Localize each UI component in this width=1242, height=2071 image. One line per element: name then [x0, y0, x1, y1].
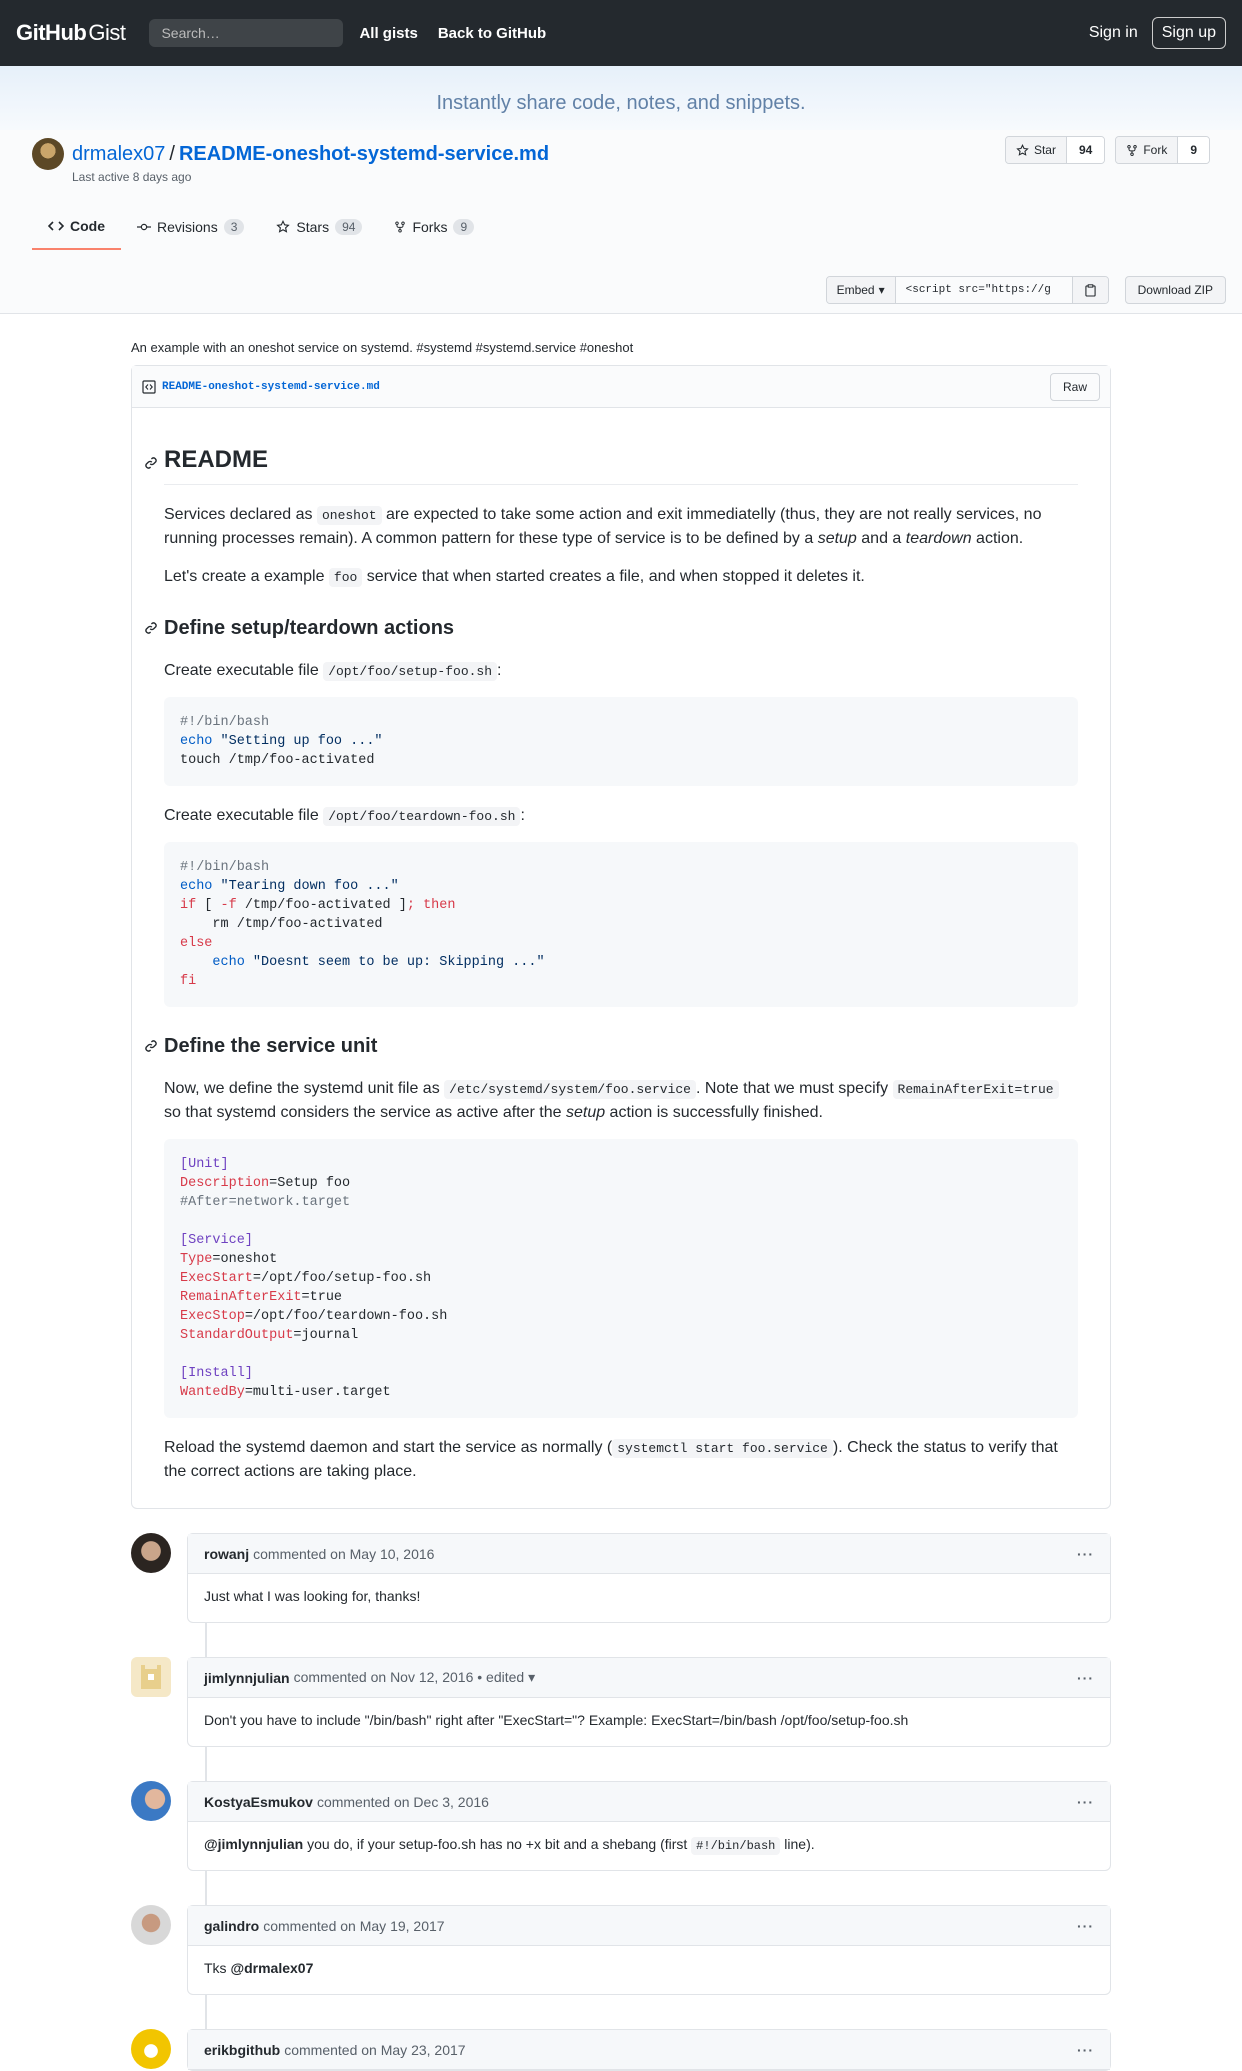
code-token: =journal — [293, 1328, 359, 1343]
gist-logo[interactable] — [16, 20, 125, 46]
avatar[interactable] — [131, 1533, 171, 1573]
code-token: =true — [301, 1290, 343, 1305]
tab-stars[interactable] — [260, 204, 378, 250]
tab-stars-count: 94 — [335, 219, 362, 235]
link-icon[interactable] — [144, 1039, 158, 1053]
paragraph-intro — [164, 503, 1078, 551]
link-icon[interactable] — [144, 621, 158, 635]
tab-revisions-label: Revisions — [157, 219, 218, 235]
comment-header — [188, 2030, 1110, 2070]
main-content — [131, 314, 1111, 2071]
file-code-icon — [142, 380, 156, 394]
emphasis: teardown — [905, 530, 972, 547]
comment-header — [188, 1534, 1110, 1574]
comment-box — [187, 1533, 1111, 1623]
comment-meta[interactable]: commented on May 19, 2017 — [263, 1917, 445, 1934]
text: you do, if your setup-foo.sh has no +x bit and a shebang (first — [303, 1836, 692, 1852]
tab-code-label: Code — [70, 218, 105, 234]
nav-back-to-github[interactable]: Back to GitHub — [437, 24, 547, 42]
paragraph-setup-file — [164, 659, 1078, 683]
embed-group — [826, 276, 1226, 304]
inline-code: RemainAfterExit=true — [893, 1080, 1059, 1099]
comment-body: Just what I was looking for, thanks! — [204, 1588, 421, 1604]
comment-author[interactable]: rowanj — [204, 1545, 250, 1562]
code-line: #!/bin/bash — [180, 860, 270, 875]
fork-button[interactable] — [1116, 137, 1178, 163]
text: : — [520, 807, 525, 824]
section-heading-setup — [164, 613, 1078, 643]
comment — [131, 1533, 1111, 1623]
file-header — [132, 366, 1110, 408]
inline-code: oneshot — [317, 506, 382, 525]
star-label: Star — [1033, 143, 1056, 157]
gist-title — [72, 143, 549, 166]
comment-meta[interactable]: commented on May 10, 2016 — [253, 1545, 435, 1562]
code-line: #!/bin/bash — [180, 715, 270, 730]
copy-button[interactable] — [1072, 277, 1108, 303]
code-token: =/opt/foo/setup-foo.sh — [252, 1271, 432, 1286]
code-token: [Service] — [180, 1233, 253, 1248]
embed-code-field[interactable]: <script src="https://g — [905, 284, 1051, 296]
inline-code: foo — [329, 568, 362, 587]
avatar[interactable] — [131, 1905, 171, 1945]
emphasis: setup — [565, 1104, 606, 1121]
comment-author[interactable]: galindro — [204, 1917, 260, 1934]
tab-forks[interactable] — [378, 204, 490, 250]
comment-body — [188, 1822, 1110, 1870]
code-token: ; — [406, 898, 424, 913]
fork-icon — [1126, 144, 1138, 157]
comment-header — [188, 1906, 1110, 1946]
tab-forks-count: 9 — [453, 219, 474, 235]
tab-forks-label: Forks — [412, 219, 448, 235]
user-mention[interactable]: @jimlynnjulian — [204, 1836, 304, 1852]
code-icon — [48, 220, 64, 232]
identicon-icon — [131, 1657, 171, 1697]
tab-code[interactable] — [32, 204, 121, 250]
code-token: RemainAfterExit — [180, 1290, 302, 1305]
comment-box — [187, 1905, 1111, 1995]
code-token: "Tearing down foo ..." — [212, 879, 399, 894]
code-line: else — [180, 936, 213, 951]
embed-select[interactable] — [827, 277, 896, 303]
code-token: then — [423, 898, 456, 913]
fork-icon — [394, 220, 406, 234]
code-token: [Unit] — [180, 1157, 229, 1172]
text: . Note that we must specify — [695, 1080, 893, 1097]
comment — [131, 1781, 1111, 1871]
user-mention[interactable]: @drmalex07 — [230, 1960, 314, 1976]
code-token: Description — [180, 1176, 270, 1191]
avatar[interactable] — [131, 1781, 171, 1821]
text: are expected to take some action and exit immediatelly (thus, they are not really services, no running processes remain). A common pattern for these type of service is to be defined by a — [164, 506, 1042, 547]
inline-code: systemctl start foo.service — [612, 1439, 833, 1458]
comment-box — [187, 2029, 1111, 2071]
paragraph-example — [164, 565, 1078, 589]
gist-name-link[interactable]: README-oneshot-systemd-service.md — [178, 142, 550, 165]
text: Now, we define the systemd unit file as — [164, 1080, 445, 1097]
code-token: /tmp/foo-activated ] — [236, 898, 407, 913]
comment-body — [188, 1946, 1110, 1994]
file-name-link[interactable]: README-oneshot-systemd-service.md — [162, 380, 380, 393]
code-token: "Doesnt seem to be up: Skipping ..." — [244, 955, 545, 970]
text: Create executable file — [164, 662, 324, 679]
tab-stars-label: Stars — [296, 219, 330, 235]
gist-description: An example with an oneshot service on systemd. #systemd #systemd.service #oneshot — [131, 340, 634, 355]
code-token: =multi-user.target — [244, 1385, 391, 1400]
text: so that systemd considers the service as active after the — [164, 1104, 566, 1121]
star-button[interactable] — [1006, 137, 1067, 163]
caret-down-icon: ▾ — [878, 283, 885, 297]
section-heading-text: Define the service unit — [164, 1035, 378, 1057]
code-token: -f — [220, 898, 237, 913]
logo-main: GitHub — [16, 20, 87, 45]
last-active: Last active 8 days ago — [72, 170, 192, 184]
text: Tks — [204, 1960, 231, 1976]
readme-heading-text: README — [164, 446, 269, 473]
code-token: #After=network.target — [180, 1195, 351, 1210]
history-icon — [137, 222, 151, 232]
gist-actions — [1005, 136, 1210, 164]
star-icon — [1016, 144, 1029, 157]
hero-tagline: Instantly share code, notes, and snippets. — [436, 92, 806, 114]
text: Reload the systemd daemon and start the service as normally ( — [164, 1439, 613, 1456]
comment-box — [187, 1657, 1111, 1747]
more-options-icon[interactable]: ··· — [1077, 1669, 1094, 1686]
text: action is successfully finished. — [605, 1104, 823, 1121]
comment-author[interactable]: erikbgithub — [204, 2041, 281, 2058]
tab-revisions-count: 3 — [224, 219, 245, 235]
readme-body — [132, 408, 1110, 1508]
fork-count[interactable]: 9 — [1178, 137, 1209, 163]
text: action. — [971, 530, 1024, 547]
owner-link[interactable]: drmalex07 — [72, 142, 166, 165]
avatar[interactable] — [131, 2029, 171, 2069]
fork-label: Fork — [1143, 143, 1168, 157]
clipboard-icon — [1085, 284, 1096, 297]
star-icon — [276, 220, 290, 234]
comment-header — [188, 1782, 1110, 1822]
gist-tabs — [32, 204, 490, 250]
comment-meta[interactable]: commented on Dec 3, 2016 — [316, 1793, 489, 1810]
text: service that when started creates a file, and when stopped it deletes it. — [362, 568, 865, 585]
code-token: StandardOutput — [180, 1328, 294, 1343]
nav-all-gists[interactable]: All gists — [359, 24, 418, 42]
title-separator: / — [169, 142, 175, 165]
gist-header — [0, 130, 1242, 314]
code-token: ExecStop — [180, 1309, 245, 1324]
inline-code: /opt/foo/teardown-foo.sh — [323, 807, 520, 826]
code-token: =/opt/foo/teardown-foo.sh — [244, 1309, 448, 1324]
logo-sub: Gist — [88, 20, 126, 45]
raw-button[interactable]: Raw — [1050, 373, 1100, 401]
code-token: =Setup foo — [269, 1176, 351, 1191]
code-block-setup — [164, 697, 1078, 786]
fork-button-group — [1115, 136, 1210, 164]
code-token: =oneshot — [212, 1252, 278, 1267]
star-button-group — [1005, 136, 1105, 164]
search-input[interactable]: Search… — [149, 19, 343, 47]
sign-up-button[interactable]: Sign up — [1152, 17, 1226, 49]
embed-control — [826, 276, 1109, 304]
code-token: Type — [180, 1252, 213, 1267]
owner-avatar[interactable] — [32, 138, 64, 170]
download-zip-button[interactable]: Download ZIP — [1125, 276, 1226, 304]
section-heading-unit — [164, 1031, 1078, 1061]
inline-code: #!/bin/bash — [691, 1837, 780, 1855]
comment-author[interactable]: jimlynnjulian — [204, 1669, 290, 1686]
code-block-unit — [164, 1139, 1078, 1418]
code-token: ExecStart — [180, 1271, 253, 1286]
readme-heading — [164, 442, 1078, 485]
star-count[interactable]: 94 — [1067, 137, 1104, 163]
code-line: fi — [180, 974, 197, 989]
code-token: [ — [196, 898, 221, 913]
text: Let's create a example — [164, 568, 329, 585]
emphasis: setup — [817, 530, 857, 547]
code-token: "Setting up foo ..." — [212, 734, 383, 749]
text: : — [497, 662, 502, 679]
code-line: rm /tmp/foo-activated — [180, 917, 383, 932]
tab-revisions[interactable] — [121, 204, 260, 250]
paragraph-unit-file — [164, 1077, 1078, 1125]
paragraph-reload — [164, 1436, 1078, 1484]
inline-code: /etc/systemd/system/foo.service — [444, 1080, 696, 1099]
embed-select-label: Embed — [836, 283, 875, 297]
more-options-icon[interactable]: ··· — [1077, 1917, 1094, 1934]
comment-header — [188, 1658, 1110, 1698]
comment — [131, 2029, 1111, 2071]
code-line: touch /tmp/foo-activated — [180, 753, 375, 768]
section-heading-text: Define setup/teardown actions — [164, 617, 455, 639]
code-token: echo — [180, 879, 213, 894]
comment — [131, 1657, 1111, 1747]
text: Services declared as — [164, 506, 317, 523]
comment-box — [187, 1781, 1111, 1871]
link-icon[interactable] — [144, 456, 158, 470]
file-box — [131, 365, 1111, 1509]
avatar[interactable] — [131, 1657, 171, 1697]
more-options-icon[interactable]: ··· — [1077, 1545, 1094, 1562]
text: ). Check the status to verify that the correct actions are taking place. — [164, 1439, 1058, 1480]
comment-author[interactable]: KostyaEsmukov — [204, 1793, 313, 1810]
comment-meta[interactable]: commented on Nov 12, 2016 • edited ▾ — [293, 1669, 536, 1685]
sign-in-link[interactable]: Sign in — [1088, 24, 1138, 41]
comments-timeline — [131, 1533, 1111, 2071]
inline-code: /opt/foo/setup-foo.sh — [323, 662, 497, 681]
code-token: WantedBy — [180, 1385, 245, 1400]
gist-title-row — [32, 138, 549, 170]
more-options-icon[interactable]: ··· — [1077, 1793, 1094, 1810]
code-token: [Install] — [180, 1366, 253, 1381]
more-options-icon[interactable]: ··· — [1077, 2041, 1094, 2058]
comment — [131, 1905, 1111, 1995]
code-token: if — [180, 898, 197, 913]
hero-banner — [0, 66, 1242, 130]
code-token — [180, 955, 212, 970]
code-token: echo — [212, 955, 245, 970]
comment-body: Don't you have to include "/bin/bash" right after "ExecStart="? Example: ExecStart=/bin/bash /opt/foo/setup-foo.sh — [204, 1712, 909, 1728]
paragraph-teardown-file — [164, 804, 1078, 828]
text: line). — [780, 1836, 815, 1852]
code-block-teardown — [164, 842, 1078, 1007]
text: and a — [856, 530, 906, 547]
comment-meta[interactable]: commented on May 23, 2017 — [284, 2041, 466, 2058]
code-token: echo — [180, 734, 213, 749]
top-header — [0, 0, 1242, 66]
auth-links — [1089, 17, 1226, 49]
text: Create executable file — [164, 807, 324, 824]
